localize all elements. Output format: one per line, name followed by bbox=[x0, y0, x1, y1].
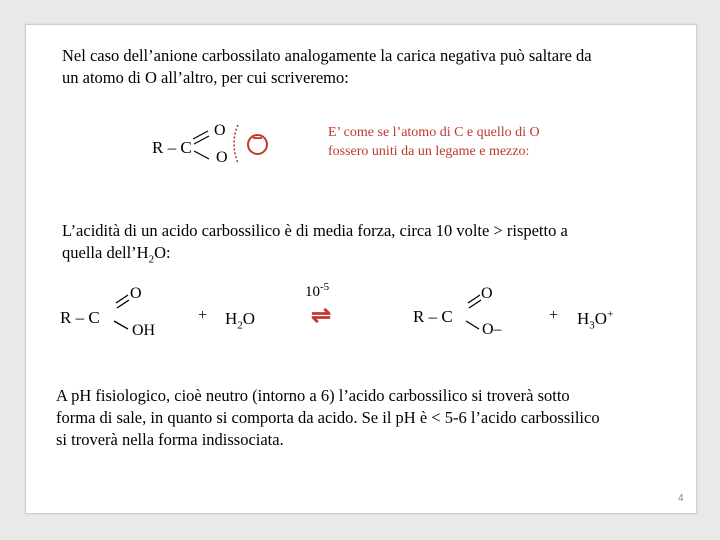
equilibrium-arrow: ⇌ bbox=[311, 303, 332, 329]
physiological-ph-paragraph bbox=[56, 385, 600, 451]
acid-o: O bbox=[130, 285, 142, 302]
acid-r-c: R – C bbox=[60, 308, 100, 327]
constant-exponent: -5 bbox=[320, 281, 330, 293]
acidity-line-1: L’acidità di un acido carbossilico è di media forza, circa 10 volte > rispetto a bbox=[62, 221, 568, 240]
plus-sign-2: + bbox=[549, 307, 559, 324]
hydronium-subscript: 3 bbox=[589, 319, 595, 332]
constant-base: 10 bbox=[305, 284, 320, 300]
ph-line-1: A pH fisiologico, cioè neutro (intorno a 6) l’acido carbossilico si troverà sotto bbox=[56, 386, 570, 405]
intro-line-2: un atomo di O all’altro, per cui scriveremo: bbox=[62, 68, 349, 87]
water-o: O bbox=[242, 309, 256, 328]
intro-line-1: Nel caso dell’anione carbossilato analogamente la carica negativa può saltare da bbox=[62, 46, 592, 65]
acidity-line-2-post: O: bbox=[154, 243, 171, 262]
slide bbox=[25, 24, 697, 514]
acidity-line-2-pre: quella dell’H bbox=[62, 243, 149, 262]
note-line-1: E’ come se l’atomo di C e quello di O bbox=[328, 125, 540, 140]
anion-o: O bbox=[481, 285, 493, 302]
hydronium-charge: + bbox=[607, 308, 614, 321]
hydronium-o: O bbox=[594, 309, 608, 328]
anion-r-c: R – C bbox=[413, 307, 453, 326]
ph-line-2: forma di sale, in quanto si comporta da acido. Se il pH è < 5-6 l’acido carbossilico bbox=[56, 408, 600, 427]
water-subscript: 2 bbox=[237, 319, 243, 332]
anion-o-minus: O– bbox=[482, 321, 502, 338]
hydronium-h: H bbox=[577, 309, 590, 328]
acid-oh: OH bbox=[132, 322, 156, 339]
page-number: 4 bbox=[678, 493, 684, 504]
note-line-2: fossero uniti da un legame e mezzo: bbox=[328, 144, 530, 159]
ph-line-3: si troverà nella forma indissociata. bbox=[56, 430, 284, 449]
negative-charge-symbol: – bbox=[252, 127, 263, 147]
plus-sign-1: + bbox=[198, 307, 208, 324]
carboxylate-r-c: R – C bbox=[152, 138, 192, 157]
carboxylate-o-top: O bbox=[214, 122, 226, 139]
water-h: H bbox=[225, 309, 238, 328]
acidity-line-2-sub: 2 bbox=[148, 253, 155, 266]
carboxylate-o-bottom: O bbox=[216, 149, 228, 166]
